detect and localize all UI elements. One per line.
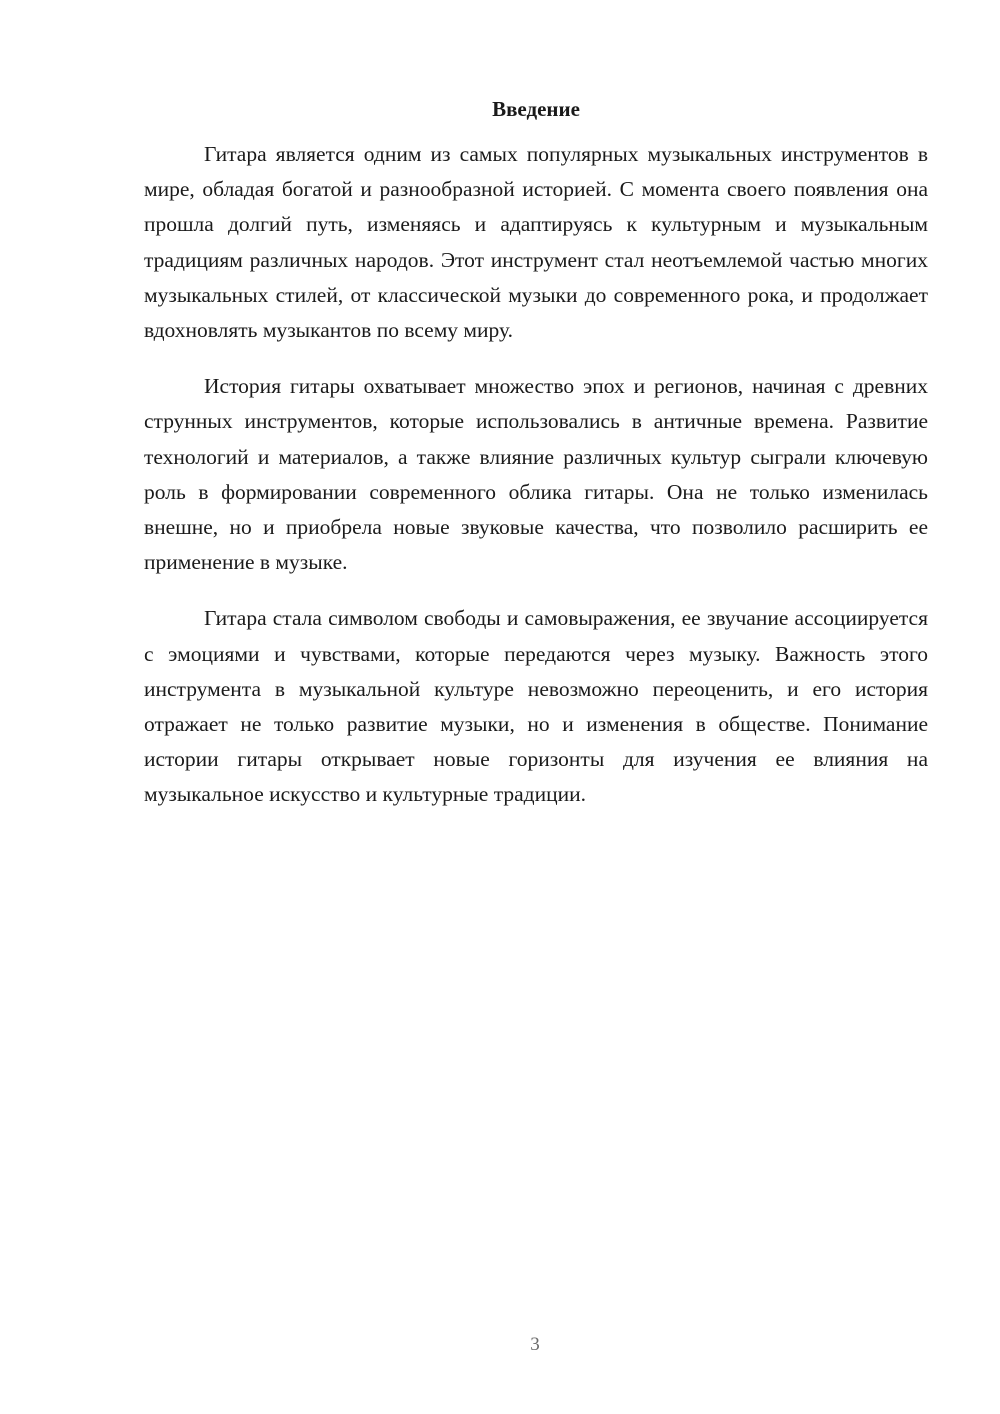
page-number: 3: [530, 1334, 540, 1355]
page-content: [144, 92, 928, 834]
paragraph-2: История гитары охватывает множество эпох и регионов, начиная с древних струнных инструментов, которые использовались в античные времена. Развитие технологий и материалов, а также влияние различных культур сыграли ключевую роль в формировании современного облика гитары. Она не только изменилась внешне, но и приобрела новые звуковые качества, что позволило расширить ее применение в музыке.: [144, 374, 928, 575]
section-heading: Введение: [492, 97, 580, 121]
paragraph-3: Гитара стала символом свободы и самовыражения, ее звучание ассоциируется с эмоциями и чувствами, которые передаются через музыку. Важность этого инструмента в музыкальной культуре невозможно переоценить, и его история отражает не только развитие музыки, но и изменения в обществе. Понимание истории гитары открывает новые горизонты для изучения ее влияния на музыкальное искусство и культурные традиции.: [144, 606, 928, 807]
paragraph-1: Гитара является одним из самых популярных музыкальных инструментов в мире, обладая богатой и разнообразной историей. С момента своего появления она прошла долгий путь, изменяясь и адаптируясь к культурным и музыкальным традициям различных народов. Этот инструмент стал неотъемлемой частью многих музыкальных стилей, от классической музыки до современного рока, и продолжает вдохновлять музыкантов по всему миру.: [144, 142, 928, 343]
